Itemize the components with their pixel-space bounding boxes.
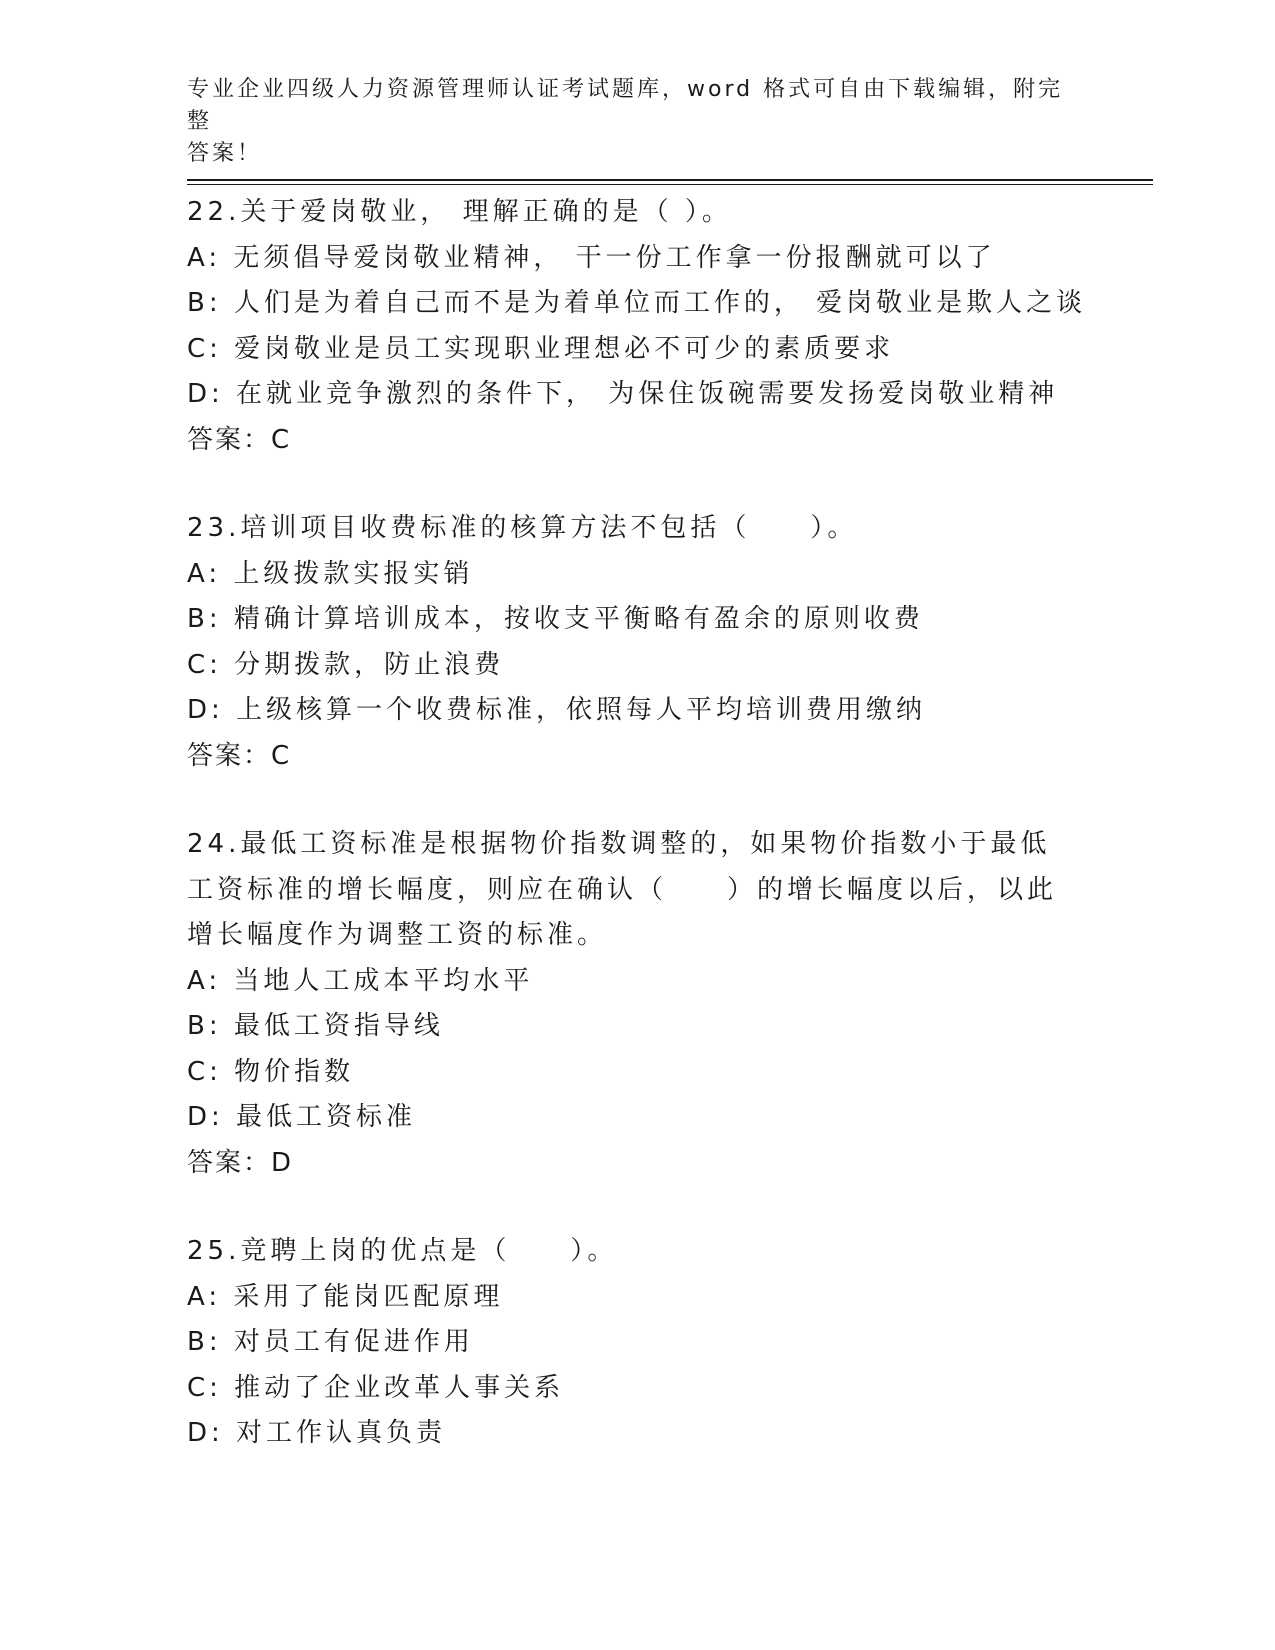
question-spacer [187,463,1153,506]
option-b: B: 精确计算培训成本，按收支平衡略有盈余的原则收费 [187,604,924,634]
question-stem: 24.最低工资标准是根据物价指数调整的，如果物价指数小于最低工资标准的增长幅度，则应在确认（ ）的增长幅度以后，以此增长幅度作为调整工资的标准。 [187,829,1058,950]
question-stem: 22.关于爱岗敬业， 理解正确的是（ ）。 [187,197,732,227]
header-line-2: 答案！ [187,141,263,166]
question-spacer [187,1186,1153,1229]
question-list [187,190,1153,1457]
question-24 [187,822,1153,1186]
answer-line: 答案：D [187,1147,294,1178]
question-stem: 23.培训项目收费标准的核算方法不包括（ ）。 [187,513,858,543]
option-c: C: 物价指数 [187,1056,355,1087]
header-divider-thin [187,184,1153,185]
option-d: D: 最低工资标准 [187,1102,417,1132]
option-d: D: 上级核算一个收费标准，依照每人平均培训费用缴纳 [187,695,927,725]
option-a: A: 当地人工成本平均水平 [187,965,534,996]
option-a: A: 无须倡导爱岗敬业精神， 干一份工作拿一份报酬就可以了 [187,242,996,273]
question-23 [187,506,1153,779]
question-25 [187,1229,1153,1457]
option-a: A: 上级拨款实报实销 [187,558,474,589]
option-c: C: 爱岗敬业是员工实现职业理想必不可少的素质要求 [187,333,895,364]
option-b: B: 对员工有促进作用 [187,1327,474,1357]
document-header [187,74,1067,170]
option-d: D: 对工作认真负责 [187,1418,447,1448]
header-divider-thick [187,179,1153,181]
question-spacer [187,779,1153,822]
option-c: C: 分期拨款，防止浪费 [187,649,505,680]
question-stem: 25.竞聘上岗的优点是（ ）。 [187,1236,618,1266]
option-b: B: 人们是为着自己而不是为着单位而工作的， 爱岗敬业是欺人之谈 [187,288,1087,318]
answer-line: 答案：C [187,424,292,455]
answer-line: 答案：C [187,740,292,771]
option-d: D: 在就业竞争激烈的条件下， 为保住饭碗需要发扬爱岗敬业精神 [187,379,1059,409]
question-22 [187,190,1153,463]
option-a: A: 采用了能岗匹配原理 [187,1281,504,1312]
header-line-1: 专业企业四级人力资源管理师认证考试题库，word 格式可自由下载编辑，附完整 [187,77,1064,134]
option-b: B: 最低工资指导线 [187,1011,444,1041]
option-c: C: 推动了企业改革人事关系 [187,1372,565,1403]
